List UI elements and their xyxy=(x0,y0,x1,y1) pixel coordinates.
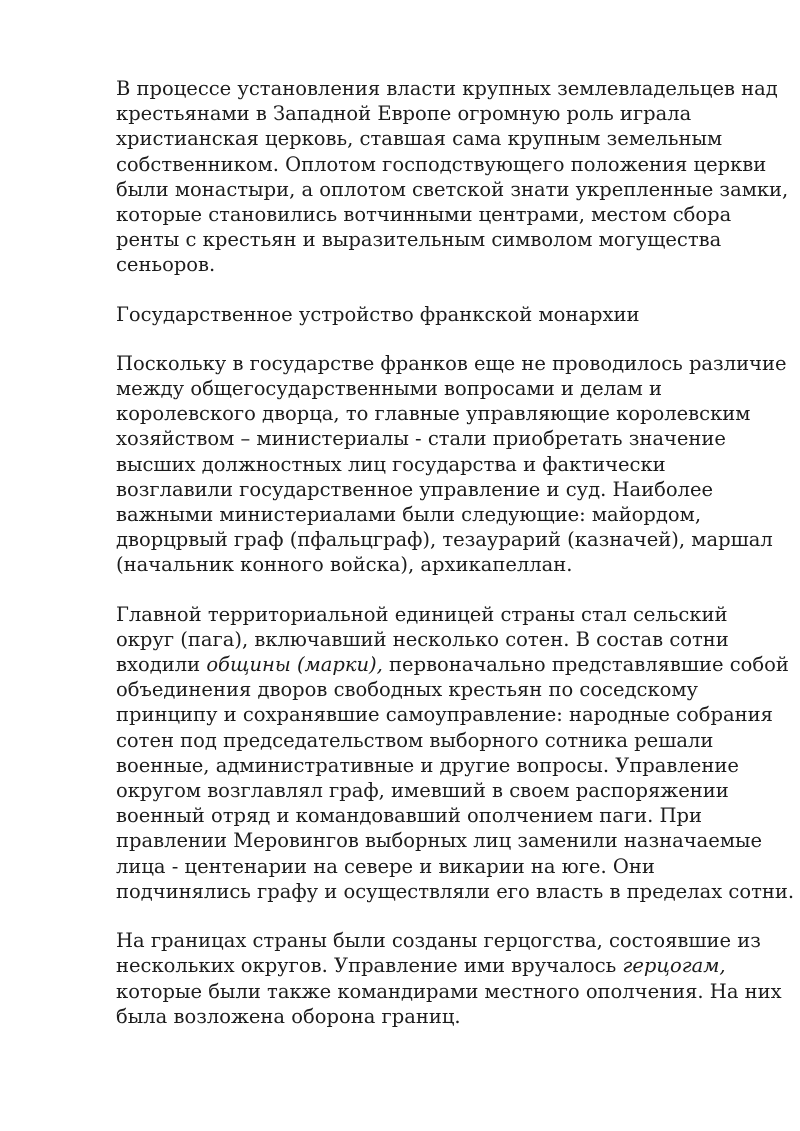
document-page xyxy=(116,76,795,1053)
italic-term: герцогам, xyxy=(622,954,726,978)
text-line: лица - центенарии на севере и викарии на юге. Они xyxy=(116,854,655,878)
paragraph-territorial xyxy=(116,602,795,904)
text-line xyxy=(116,953,766,978)
text-line: крестьянами в Западной Европе огромную роль играла xyxy=(116,102,692,126)
text-line: были монастыри, а оплотом светской знати укрепленные замки, xyxy=(116,177,789,201)
text-line: В процессе установления власти крупных землевладельцев над xyxy=(116,77,778,100)
text-fragment: первоначально представлявшие собой xyxy=(382,653,789,677)
text-line: Главной территориальной единицей страны стал сельский xyxy=(116,602,728,626)
text-line: которые были также командирами местного ополчения. На них xyxy=(116,979,782,1003)
text-line: На границах страны были созданы герцогства, состоявшие из xyxy=(116,929,761,953)
text-line: христианская церковь, ставшая сама крупным земельным xyxy=(116,127,723,151)
text-line: между общегосударственными вопросами и делам и xyxy=(116,377,663,401)
text-line: округ (пага), включавший несколько сотен. В состав сотни xyxy=(116,627,729,651)
text-line: сотен под председательством выборного сотника решали xyxy=(116,728,714,752)
text-line: собственником. Оплотом господствующего положения церкви xyxy=(116,152,767,176)
paragraph-church xyxy=(116,76,789,278)
text-line: Поскольку в государстве франков еще не проводилось различие xyxy=(116,351,787,375)
text-line: правлении Меровингов выборных лиц заменили назначаемые xyxy=(116,829,763,853)
text-fragment: нескольких округов. Управление ими вручалось xyxy=(116,954,623,978)
text-line: возглавили государственное управление и суд. Наиболее xyxy=(116,477,714,501)
text-line: принципу и сохранявшие самоуправление: народные собрания xyxy=(116,703,773,727)
text-line: подчинялись графу и осуществляли его власть в пределах сотни. xyxy=(116,879,795,903)
text-line: военные, административные и другие вопросы. Управление xyxy=(116,753,739,777)
text-line: высших должностных лиц государства и фактически xyxy=(116,452,666,476)
text-line xyxy=(116,652,789,677)
text-line: хозяйством – министериалы - стали приобретать значение xyxy=(116,427,726,451)
text-line: дворцрвый граф (пфальцграф), тезаурарий (казначей), маршал xyxy=(116,528,773,552)
text-line: объединения дворов свободных крестьян по соседскому xyxy=(116,678,699,702)
paragraph-ministerials xyxy=(116,351,787,578)
text-line: ренты с крестьян и выразительным символом могущества xyxy=(116,228,722,252)
paragraph-duchies xyxy=(116,928,782,1029)
text-line: сеньоров. xyxy=(116,253,216,277)
heading-text: Государственное устройство франкской монархии xyxy=(116,302,640,326)
text-line: округом возглавлял граф, имевший в своем распоряжении xyxy=(116,779,729,803)
text-line: важными министериалами были следующие: майордом, xyxy=(116,503,702,527)
text-line: военный отряд и командовавший ополчением паги. При xyxy=(116,804,702,828)
text-line: (начальник конного войска), архикапеллан. xyxy=(116,553,573,577)
italic-term: общины (марки), xyxy=(206,653,383,677)
text-line: королевского дворца, то главные управляющие королевским xyxy=(116,402,751,426)
text-line: была возложена оборона границ. xyxy=(116,1004,461,1028)
text-line: которые становились вотчинными центрами, местом сбора xyxy=(116,203,732,227)
text-fragment: входили xyxy=(116,653,207,677)
section-heading xyxy=(116,302,766,327)
